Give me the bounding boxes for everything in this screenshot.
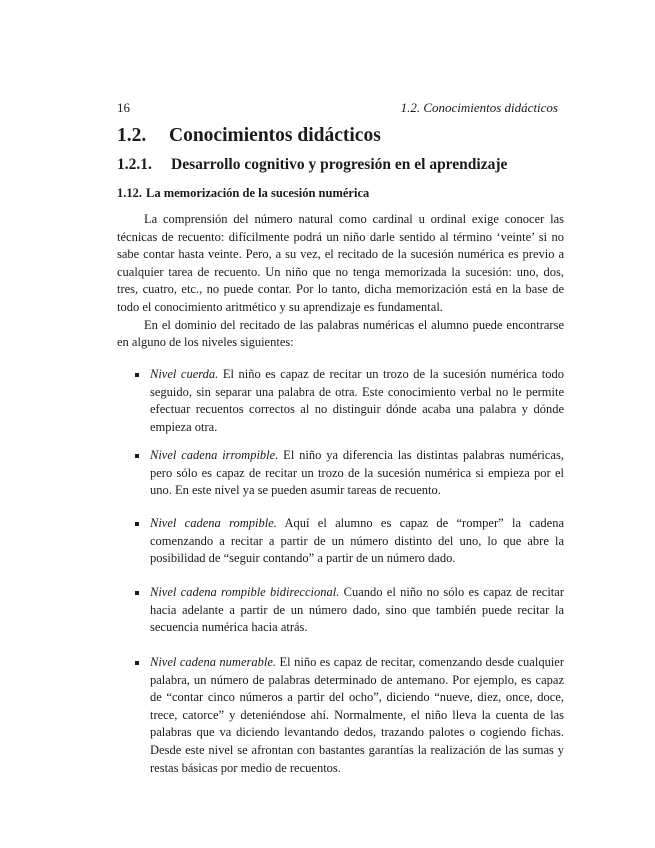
section-heading: [117, 124, 381, 148]
list-item-nivel-cuerda: [135, 366, 564, 436]
level-description: Cuando el niño no sólo es capaz de recitar hacia adelante a partir de un número dado, sino que también puede recitar la secuencia numérica hacia atrás.: [150, 585, 564, 635]
level-name: Nivel cadena rompible bidireccional.: [150, 585, 340, 599]
level-description: El niño es capaz de recitar, comenzando desde cualquier palabra, un número de palabras determinado de antemano. Por ejemplo, es capaz de “contar cinco números a partir del ocho”, diciendo “nueve, diez, once, doce, trece, catorce” y deteniéndose ahí. Normalmente, el niño lleva la cuenta de las palabras que va diciendo levantando dedos, trazando palotes o cogiendo fichas. Desde este nivel se afrontan con bastantes garantías la realización de las sumas y restas básicas por medio de recuentos.: [150, 655, 565, 775]
bullet-marker: [135, 373, 139, 377]
level-description: El niño ya diferencia las distintas palabras numéricas, pero sólo es capaz de recitar un trozo de la sucesión numérica si empieza por el uno. En este nivel ya se pueden asumir tareas de recuento.: [150, 448, 564, 498]
paragraph-intro: La comprensión del número natural como cardinal u ordinal exige conocer las técnicas de recuento: difícilmente podrá un niño darle sentido al término ‘veinte’ si no sabe contar hasta veinte. Pero, a su vez, el recitado de la sucesión numérica es previo a cualquier tarea de recuento. Un niño que no tenga memorizada la sucesión: uno, dos, tres, cuatro, etc., no puede contar. Por lo tanto, dicha memorización está en la base de todo el conocimiento aritmético y su aprendizaje es fundamental.: [117, 212, 564, 314]
bullet-marker: [135, 522, 139, 526]
level-name: Nivel cadena irrompible.: [150, 448, 279, 462]
list-item-nivel-cadena-numerable: [135, 654, 564, 777]
subsection-number: 1.2.1.: [117, 156, 152, 173]
subsection-title: Desarrollo cognitivo y progresión en el aprendizaje: [171, 156, 508, 173]
section-title: Conocimientos didácticos: [169, 125, 381, 146]
section-number: 1.2.: [117, 125, 147, 146]
bullet-marker: [135, 591, 139, 595]
subsubsection-title: La memorización de la sucesión numérica: [146, 186, 370, 200]
list-item-nivel-cadena-rompible-bidireccional: [135, 584, 564, 637]
bullet-marker: [135, 454, 139, 458]
level-name: Nivel cadena numerable.: [150, 655, 277, 669]
running-head: [117, 100, 558, 116]
running-head-title: 1.2. Conocimientos didácticos: [400, 100, 558, 115]
paragraph-levels-intro: En el dominio del recitado de las palabras numéricas el alumno puede encontrarse en alguno de los niveles siguientes:: [117, 317, 564, 350]
page-number: 16: [117, 100, 130, 115]
subsubsection-heading: [117, 185, 369, 201]
list-item-nivel-cadena-rompible: [135, 515, 564, 568]
body-text: [117, 211, 564, 352]
level-description: Aquí el alumno es capaz de “romper” la cadena comenzando a recitar a partir de un número distinto del uno, lo que abre la posibilidad de “seguir contando” a partir de un número dado.: [150, 516, 564, 566]
level-name: Nivel cuerda.: [150, 367, 219, 381]
subsubsection-number: 1.12.: [117, 186, 142, 200]
level-name: Nivel cadena rompible.: [150, 516, 277, 530]
subsection-heading: [117, 155, 507, 175]
bullet-marker: [135, 661, 139, 665]
list-item-nivel-cadena-irrompible: [135, 447, 564, 500]
level-description: El niño es capaz de recitar un trozo de la sucesión numérica todo seguido, sin separar una palabra de otra. Este conocimiento verbal no le permite efectuar recuentos correctos al no distinguir dónde acaba una palabra y dónde empieza otra.: [150, 367, 564, 434]
